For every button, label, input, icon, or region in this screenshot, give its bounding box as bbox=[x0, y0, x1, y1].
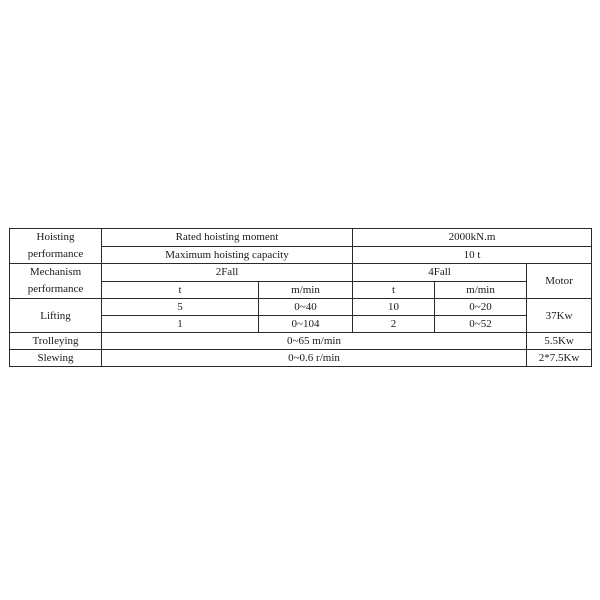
lifting-t-2fall: 5 bbox=[102, 299, 259, 316]
lifting-speed-4fall: 0~20 bbox=[435, 299, 527, 316]
hoisting-performance-line2: performance bbox=[27, 248, 84, 260]
table-row bbox=[10, 229, 592, 247]
lifting-t-4fall: 2 bbox=[353, 316, 435, 333]
trolleying-label: Trolleying bbox=[10, 333, 102, 350]
trolleying-motor: 5.5Kw bbox=[527, 333, 592, 350]
lifting-t-2fall: 1 bbox=[102, 316, 259, 333]
lifting-speed-2fall: 0~40 bbox=[259, 299, 353, 316]
slewing-label: Slewing bbox=[10, 350, 102, 367]
slewing-speed: 0~0.6 r/min bbox=[102, 350, 527, 367]
rated-moment-value: 2000kN.m bbox=[353, 229, 592, 247]
mechanism-performance-line2: performance bbox=[27, 283, 84, 295]
fall-4-header: 4Fall bbox=[353, 264, 527, 282]
table-row bbox=[10, 350, 592, 367]
lifting-label: Lifting bbox=[10, 299, 102, 333]
fall-2-header: 2Fall bbox=[102, 264, 353, 282]
unit-speed-4fall: m/min bbox=[435, 281, 527, 299]
hoisting-performance-cell bbox=[10, 229, 102, 264]
table-row bbox=[10, 264, 592, 282]
unit-t-2fall: t bbox=[102, 281, 259, 299]
lifting-motor: 37Kw bbox=[527, 299, 592, 333]
lifting-t-4fall: 10 bbox=[353, 299, 435, 316]
mechanism-performance-line1: Mechanism bbox=[29, 266, 82, 278]
mechanism-performance-cell bbox=[10, 264, 102, 299]
crane-specification-table bbox=[9, 228, 592, 367]
max-capacity-label: Maximum hoisting capacity bbox=[102, 246, 353, 264]
table-row bbox=[10, 299, 592, 316]
table-row bbox=[10, 333, 592, 350]
unit-t-4fall: t bbox=[353, 281, 435, 299]
lifting-speed-2fall: 0~104 bbox=[259, 316, 353, 333]
lifting-speed-4fall: 0~52 bbox=[435, 316, 527, 333]
slewing-motor: 2*7.5Kw bbox=[527, 350, 592, 367]
unit-speed-2fall: m/min bbox=[259, 281, 353, 299]
hoisting-performance-line1: Hoisting bbox=[36, 231, 75, 243]
rated-moment-label: Rated hoisting moment bbox=[102, 229, 353, 247]
motor-header: Motor bbox=[527, 264, 592, 299]
trolleying-speed: 0~65 m/min bbox=[102, 333, 527, 350]
max-capacity-value: 10 t bbox=[353, 246, 592, 264]
